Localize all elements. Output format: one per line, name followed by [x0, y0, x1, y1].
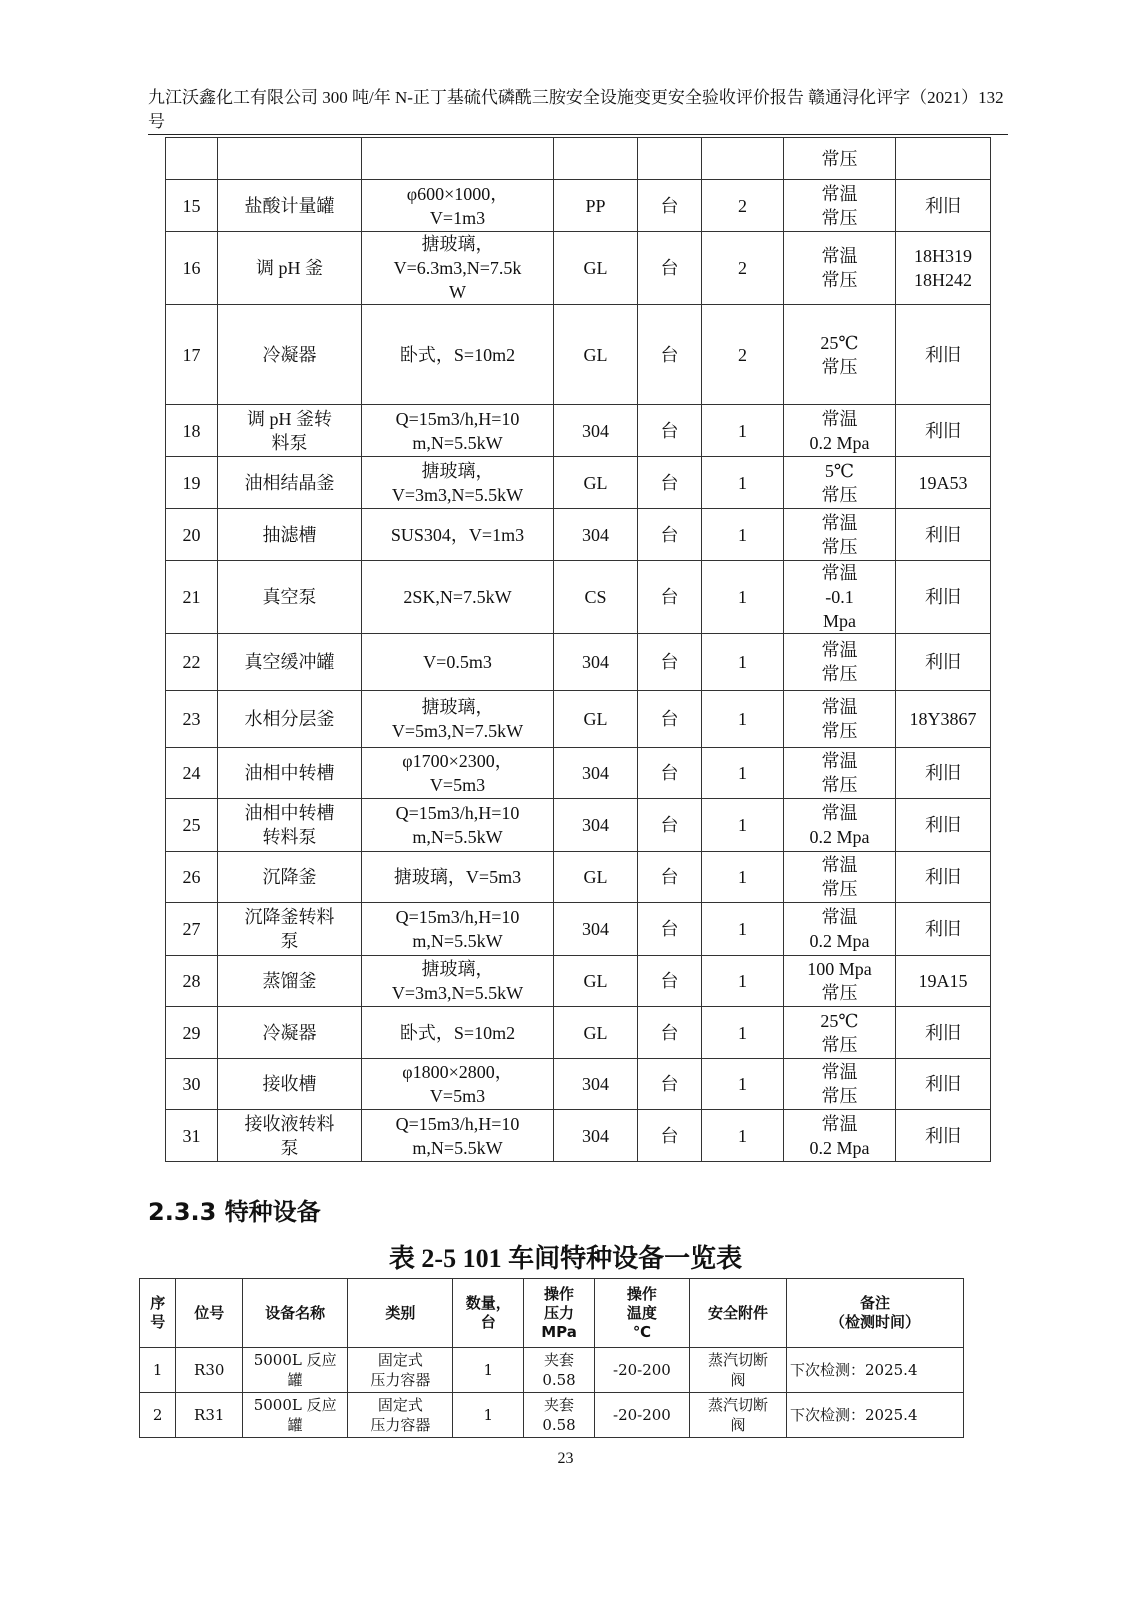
table-cell: 5000L 反应 罐 [243, 1393, 348, 1438]
cell-operating-condition: 常温 0.2 Mpa [784, 903, 896, 956]
table-row [166, 305, 991, 405]
cell-material: 304 [554, 509, 638, 561]
cell-unit: 台 [638, 305, 702, 405]
cell-item-number: 31 [166, 1110, 218, 1162]
cell-item-number: 23 [166, 691, 218, 748]
equipment-table [165, 137, 991, 1162]
cell-unit: 台 [638, 232, 702, 305]
cell-operating-condition: 常温 0.2 Mpa [784, 799, 896, 852]
header-row [140, 1279, 964, 1348]
special-equipment-table [139, 1278, 964, 1438]
document-header: 九江沃鑫化工有限公司 300 吨/年 N-正丁基硫代磷酰三胺安全设施变更安全验收评价报告 赣通浔化评字（2021）132 号 [148, 86, 1008, 135]
cell-quantity [702, 138, 784, 180]
cell-equipment-name: 冷凝器 [218, 1007, 362, 1059]
cell-specification: SUS304，V=1m3 [362, 509, 554, 561]
table-cell: 下次检测：2025.4 [787, 1348, 964, 1393]
column-header: 安全附件 [689, 1279, 786, 1348]
cell-specification: 卧式，S=10m2 [362, 1007, 554, 1059]
cell-unit: 台 [638, 457, 702, 509]
cell-unit: 台 [638, 180, 702, 232]
page-number: 23 [557, 1450, 574, 1467]
table-row [166, 1110, 991, 1162]
cell-material: 304 [554, 405, 638, 457]
cell-remark: 利旧 [896, 1059, 991, 1110]
cell-specification: 搪玻璃， V=5m3,N=7.5kW [362, 691, 554, 748]
cell-material: 304 [554, 903, 638, 956]
table-cell: 下次检测：2025.4 [787, 1393, 964, 1438]
table-cell: 2 [140, 1393, 176, 1438]
cell-specification: 2SK,N=7.5kW [362, 561, 554, 634]
cell-item-number: 29 [166, 1007, 218, 1059]
cell-remark: 利旧 [896, 748, 991, 799]
table-row [166, 232, 991, 305]
cell-unit: 台 [638, 903, 702, 956]
cell-item-number: 27 [166, 903, 218, 956]
cell-specification: V=0.5m3 [362, 634, 554, 691]
cell-material: GL [554, 232, 638, 305]
cell-material: 304 [554, 799, 638, 852]
table-cell: 夹套 0.58 [524, 1393, 595, 1438]
cell-specification: 搪玻璃， V=3m3,N=5.5kW [362, 956, 554, 1007]
table-cell: R30 [176, 1348, 243, 1393]
cell-material [554, 138, 638, 180]
table-cell: 固定式 压力容器 [348, 1393, 453, 1438]
cell-item-number: 26 [166, 852, 218, 903]
cell-quantity: 1 [702, 1007, 784, 1059]
cell-quantity: 1 [702, 405, 784, 457]
cell-remark: 利旧 [896, 509, 991, 561]
cell-item-number: 24 [166, 748, 218, 799]
table-cell: -20-200 [594, 1348, 689, 1393]
cell-operating-condition: 25℃ 常压 [784, 305, 896, 405]
cell-unit: 台 [638, 748, 702, 799]
cell-quantity: 1 [702, 457, 784, 509]
cell-material: GL [554, 305, 638, 405]
cell-equipment-name: 调 pH 釜转 料泵 [218, 405, 362, 457]
cell-specification: φ600×1000， V=1m3 [362, 180, 554, 232]
cell-remark: 利旧 [896, 405, 991, 457]
column-header: 备注 （检测时间） [787, 1279, 964, 1348]
cell-item-number: 15 [166, 180, 218, 232]
cell-unit: 台 [638, 691, 702, 748]
cell-equipment-name: 真空泵 [218, 561, 362, 634]
cell-unit [638, 138, 702, 180]
cell-operating-condition: 常温 常压 [784, 180, 896, 232]
cell-item-number: 20 [166, 509, 218, 561]
table-row [140, 1348, 964, 1393]
cell-item-number: 22 [166, 634, 218, 691]
column-header: 操作 压力 MPa [524, 1279, 595, 1348]
cell-item-number: 19 [166, 457, 218, 509]
table-row [166, 799, 991, 852]
cell-unit: 台 [638, 1059, 702, 1110]
cell-material: CS [554, 561, 638, 634]
cell-equipment-name: 盐酸计量罐 [218, 180, 362, 232]
cell-remark: 利旧 [896, 903, 991, 956]
cell-specification [362, 138, 554, 180]
table-cell: 蒸汽切断 阀 [689, 1348, 786, 1393]
section-heading: 2.3.3 特种设备 [148, 1198, 321, 1226]
cell-quantity: 1 [702, 799, 784, 852]
cell-quantity: 1 [702, 561, 784, 634]
cell-equipment-name [218, 138, 362, 180]
table-row [166, 561, 991, 634]
cell-remark [896, 138, 991, 180]
cell-unit: 台 [638, 1110, 702, 1162]
cell-unit: 台 [638, 405, 702, 457]
table-cell: 5000L 反应 罐 [243, 1348, 348, 1393]
cell-item-number: 18 [166, 405, 218, 457]
cell-unit: 台 [638, 634, 702, 691]
cell-remark: 利旧 [896, 852, 991, 903]
cell-item-number: 25 [166, 799, 218, 852]
cell-remark: 18Y3867 [896, 691, 991, 748]
cell-equipment-name: 油相中转槽 [218, 748, 362, 799]
table-row [140, 1393, 964, 1438]
column-header: 设备名称 [243, 1279, 348, 1348]
table-row [166, 1059, 991, 1110]
cell-unit: 台 [638, 799, 702, 852]
table-row [166, 748, 991, 799]
table-row [166, 405, 991, 457]
cell-quantity: 1 [702, 691, 784, 748]
cell-operating-condition: 常温 -0.1 Mpa [784, 561, 896, 634]
table-cell: R31 [176, 1393, 243, 1438]
cell-specification: Q=15m3/h,H=10 m,N=5.5kW [362, 1110, 554, 1162]
cell-operating-condition: 常温 常压 [784, 509, 896, 561]
cell-specification: Q=15m3/h,H=10 m,N=5.5kW [362, 405, 554, 457]
cell-specification: φ1800×2800， V=5m3 [362, 1059, 554, 1110]
cell-specification: 卧式，S=10m2 [362, 305, 554, 405]
column-header: 序 号 [140, 1279, 176, 1348]
cell-equipment-name: 油相结晶釜 [218, 457, 362, 509]
cell-unit: 台 [638, 509, 702, 561]
cell-quantity: 1 [702, 956, 784, 1007]
cell-material: 304 [554, 634, 638, 691]
cell-material: GL [554, 956, 638, 1007]
cell-item-number [166, 138, 218, 180]
cell-equipment-name: 蒸馏釜 [218, 956, 362, 1007]
cell-equipment-name: 抽滤槽 [218, 509, 362, 561]
cell-specification: 搪玻璃，V=5m3 [362, 852, 554, 903]
table-cell: 蒸汽切断 阀 [689, 1393, 786, 1438]
table-cell: 1 [453, 1348, 524, 1393]
cell-operating-condition: 常温 常压 [784, 634, 896, 691]
cell-material: 304 [554, 1059, 638, 1110]
cell-quantity: 2 [702, 305, 784, 405]
table-caption: 表 2-5 101 车间特种设备一览表 [388, 1244, 743, 1273]
cell-operating-condition: 常温 常压 [784, 852, 896, 903]
cell-item-number: 28 [166, 956, 218, 1007]
cell-item-number: 21 [166, 561, 218, 634]
cell-operating-condition: 常压 [784, 138, 896, 180]
cell-remark: 利旧 [896, 561, 991, 634]
table-row [166, 691, 991, 748]
cell-quantity: 1 [702, 509, 784, 561]
cell-operating-condition: 常温 常压 [784, 691, 896, 748]
cell-equipment-name: 油相中转槽 转料泵 [218, 799, 362, 852]
table-cell: -20-200 [594, 1393, 689, 1438]
cell-operating-condition: 100 Mpa 常压 [784, 956, 896, 1007]
cell-remark: 利旧 [896, 1110, 991, 1162]
cell-item-number: 16 [166, 232, 218, 305]
cell-material: PP [554, 180, 638, 232]
cell-item-number: 17 [166, 305, 218, 405]
cell-specification: 搪玻璃， V=6.3m3,N=7.5k W [362, 232, 554, 305]
table-cell: 1 [453, 1393, 524, 1438]
cell-equipment-name: 沉降釜 [218, 852, 362, 903]
table-row [166, 509, 991, 561]
table-cell: 夹套 0.58 [524, 1348, 595, 1393]
cell-operating-condition: 25℃ 常压 [784, 1007, 896, 1059]
cell-remark: 19A53 [896, 457, 991, 509]
cell-unit: 台 [638, 1007, 702, 1059]
cell-operating-condition: 常温 常压 [784, 1059, 896, 1110]
cell-operating-condition: 5℃ 常压 [784, 457, 896, 509]
cell-remark: 利旧 [896, 180, 991, 232]
cell-quantity: 2 [702, 180, 784, 232]
cell-equipment-name: 调 pH 釜 [218, 232, 362, 305]
cell-operating-condition: 常温 0.2 Mpa [784, 1110, 896, 1162]
cell-remark: 19A15 [896, 956, 991, 1007]
table-cell: 固定式 压力容器 [348, 1348, 453, 1393]
cell-remark: 利旧 [896, 799, 991, 852]
cell-material: 304 [554, 1110, 638, 1162]
column-header: 类别 [348, 1279, 453, 1348]
cell-equipment-name: 水相分层釜 [218, 691, 362, 748]
cell-unit: 台 [638, 852, 702, 903]
table-row [166, 180, 991, 232]
table-row [166, 852, 991, 903]
table-row [166, 457, 991, 509]
cell-quantity: 1 [702, 852, 784, 903]
cell-material: 304 [554, 748, 638, 799]
cell-equipment-name: 接收液转料 泵 [218, 1110, 362, 1162]
table-row [166, 634, 991, 691]
cell-operating-condition: 常温 0.2 Mpa [784, 405, 896, 457]
table-row [166, 1007, 991, 1059]
cell-quantity: 1 [702, 748, 784, 799]
cell-unit: 台 [638, 956, 702, 1007]
cell-material: GL [554, 457, 638, 509]
cell-quantity: 1 [702, 903, 784, 956]
cell-operating-condition: 常温 常压 [784, 232, 896, 305]
column-header: 数量， 台 [453, 1279, 524, 1348]
cell-specification: Q=15m3/h,H=10 m,N=5.5kW [362, 903, 554, 956]
cell-unit: 台 [638, 561, 702, 634]
cell-equipment-name: 冷凝器 [218, 305, 362, 405]
table-row [166, 903, 991, 956]
table-row [166, 956, 991, 1007]
cell-equipment-name: 接收槽 [218, 1059, 362, 1110]
cell-specification: 搪玻璃， V=3m3,N=5.5kW [362, 457, 554, 509]
cell-material: GL [554, 1007, 638, 1059]
cell-remark: 利旧 [896, 305, 991, 405]
cell-quantity: 2 [702, 232, 784, 305]
column-header: 位号 [176, 1279, 243, 1348]
cell-remark: 18H319 18H242 [896, 232, 991, 305]
column-header: 操作 温度 ℃ [594, 1279, 689, 1348]
table-row [166, 138, 991, 180]
cell-equipment-name: 沉降釜转料 泵 [218, 903, 362, 956]
cell-specification: φ1700×2300， V=5m3 [362, 748, 554, 799]
cell-specification: Q=15m3/h,H=10 m,N=5.5kW [362, 799, 554, 852]
cell-operating-condition: 常温 常压 [784, 748, 896, 799]
cell-material: GL [554, 691, 638, 748]
cell-quantity: 1 [702, 1059, 784, 1110]
table-cell: 1 [140, 1348, 176, 1393]
cell-quantity: 1 [702, 1110, 784, 1162]
cell-equipment-name: 真空缓冲罐 [218, 634, 362, 691]
cell-remark: 利旧 [896, 1007, 991, 1059]
cell-item-number: 30 [166, 1059, 218, 1110]
cell-remark: 利旧 [896, 634, 991, 691]
cell-material: GL [554, 852, 638, 903]
cell-quantity: 1 [702, 634, 784, 691]
